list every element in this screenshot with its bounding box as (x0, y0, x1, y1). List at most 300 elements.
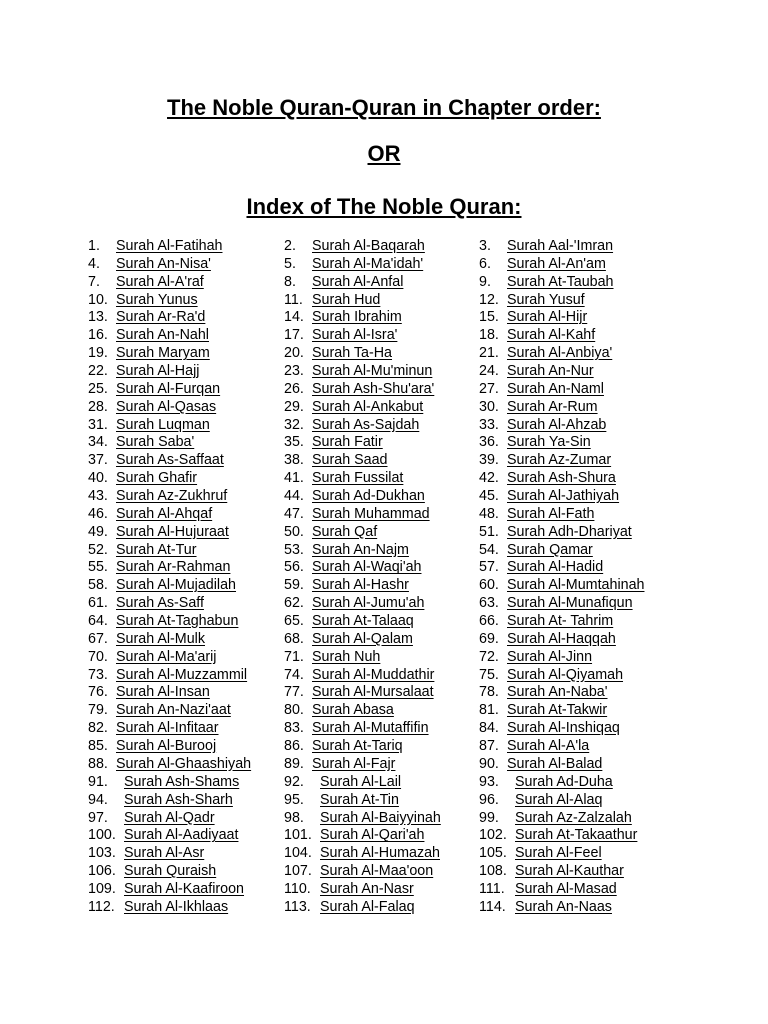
chapter-link[interactable]: Surah At-Taubah (507, 273, 614, 290)
chapter-item (479, 524, 679, 542)
chapter-item (479, 667, 679, 685)
chapter-link[interactable]: Surah As-Saff (116, 595, 204, 612)
chapter-number: 2. (284, 238, 296, 254)
chapter-number: 6. (479, 255, 491, 272)
chapter-link[interactable]: Surah Yunus (116, 291, 198, 308)
chapter-number: 31. (88, 416, 108, 433)
chapter-item (284, 845, 479, 863)
chapter-item (284, 327, 479, 345)
chapter-link[interactable]: Surah At-Takwir (507, 702, 608, 719)
chapter-link[interactable]: Surah At-Takaathur (515, 827, 638, 844)
chapter-item (284, 417, 479, 435)
chapter-link[interactable]: Surah Al-Hijr (507, 309, 588, 326)
chapter-number: 70. (88, 648, 108, 665)
chapter-link[interactable]: Surah Al-Qadr (124, 809, 215, 826)
chapter-item (479, 434, 679, 452)
chapter-number: 84. (479, 720, 499, 737)
chapter-item (284, 309, 479, 327)
chapter-link[interactable]: Surah An-Najm (312, 541, 409, 558)
chapter-link[interactable]: Surah Al-Ikhlaas (124, 898, 229, 915)
chapter-number: 111. (479, 880, 505, 897)
chapter-number: 11. (284, 291, 303, 308)
chapter-item (284, 488, 479, 506)
chapter-number: 12. (479, 291, 499, 308)
chapter-number: 81. (479, 702, 499, 719)
chapter-number: 58. (88, 577, 108, 594)
chapter-link[interactable]: Surah Al-An'am (507, 255, 606, 272)
chapter-item (88, 417, 284, 435)
chapter-item (479, 899, 679, 917)
chapter-number: 108. (479, 863, 507, 880)
chapter-item (479, 452, 679, 470)
chapter-number: 87. (479, 738, 499, 755)
chapter-link[interactable]: Surah Ash-Shu'ara' (312, 380, 435, 397)
chapter-item (284, 238, 479, 256)
chapter-number: 52. (88, 541, 108, 558)
chapter-item (88, 345, 284, 363)
chapter-link[interactable]: Surah Al-Isra' (312, 327, 398, 344)
chapter-link[interactable]: Surah Al-Anfal (312, 273, 404, 290)
chapter-item (284, 810, 479, 828)
chapter-link[interactable]: Surah Muhammad (312, 505, 430, 522)
chapter-item (88, 702, 284, 720)
chapter-item (88, 292, 284, 310)
chapter-link[interactable]: Surah Al-Waqi'ah (312, 559, 422, 576)
chapter-link[interactable]: Surah Fussilat (312, 470, 404, 487)
chapter-number: 94. (88, 791, 108, 808)
chapter-number: 10. (88, 291, 108, 308)
chapter-number: 49. (88, 523, 108, 540)
chapter-link[interactable]: Surah Qamar (507, 541, 593, 558)
chapter-link[interactable]: Surah Ta-Ha (312, 345, 393, 362)
chapter-item (284, 684, 479, 702)
chapter-item (479, 863, 679, 881)
chapter-link[interactable]: Surah Al-Kauthar (515, 863, 624, 880)
chapter-item (284, 899, 479, 917)
chapter-link[interactable]: Surah Al-Kaafiroon (124, 880, 245, 897)
chapter-number: 36. (479, 434, 499, 451)
chapter-number: 96. (479, 791, 499, 808)
chapter-item (88, 827, 284, 845)
chapter-link[interactable]: Surah Adh-Dhariyat (507, 523, 632, 540)
chapter-number: 18. (479, 327, 499, 344)
chapter-link[interactable]: Surah Yusuf (507, 291, 585, 308)
chapter-item (284, 738, 479, 756)
chapter-number: 30. (479, 398, 499, 415)
chapter-link[interactable]: Surah Al-Mutaffifin (312, 720, 429, 737)
chapter-link[interactable]: Surah Al-Mujadilah (116, 577, 237, 594)
chapter-number: 77. (284, 684, 304, 701)
chapter-item (479, 845, 679, 863)
chapter-link[interactable]: Surah Saba' (116, 434, 195, 451)
chapter-link[interactable]: Surah Al-Hujuraat (116, 523, 229, 540)
chapter-number: 76. (88, 684, 108, 701)
chapter-number: 56. (284, 559, 304, 576)
chapter-number: 34. (88, 434, 108, 451)
chapter-number: 41. (284, 470, 304, 487)
chapter-link[interactable]: Surah At-Tur (116, 541, 197, 558)
chapter-number: 17. (284, 327, 304, 344)
chapter-item (88, 792, 284, 810)
chapter-item (479, 613, 679, 631)
chapter-item (479, 595, 679, 613)
chapter-number: 55. (88, 559, 108, 576)
chapter-number: 37. (88, 452, 108, 469)
chapter-item (284, 345, 479, 363)
chapter-link[interactable]: Surah Fatir (312, 434, 383, 451)
chapter-item (88, 684, 284, 702)
chapter-link[interactable]: Surah At-Tariq (312, 738, 403, 755)
chapter-link[interactable]: Surah Al-Qiyamah (507, 666, 624, 683)
chapter-number: 104. (284, 845, 312, 862)
chapter-item (284, 667, 479, 685)
chapter-item (284, 863, 479, 881)
chapter-item (479, 827, 679, 845)
chapter-link[interactable]: Surah An-Naml (507, 380, 604, 397)
chapter-number: 50. (284, 523, 304, 540)
chapter-link[interactable]: Surah Al-Masad (515, 880, 617, 897)
chapter-link[interactable]: Surah Al-Maa'oon (320, 863, 434, 880)
chapter-link[interactable]: Surah Hud (312, 291, 381, 308)
chapter-number: 80. (284, 702, 304, 719)
chapter-link[interactable]: Surah Al-Fatihah (116, 238, 223, 254)
chapter-link[interactable]: Surah Al-Humazah (320, 845, 440, 862)
chapter-item (479, 399, 679, 417)
chapter-item (88, 631, 284, 649)
chapter-link[interactable]: Surah Ash-Shura (507, 470, 616, 487)
chapter-number: 3. (479, 238, 491, 254)
chapter-item (284, 631, 479, 649)
chapter-item (479, 345, 679, 363)
chapter-item (88, 756, 284, 774)
chapter-number: 35. (284, 434, 304, 451)
chapter-link[interactable]: Surah Al-Inshiqaq (507, 720, 620, 737)
chapter-link[interactable]: Surah An-Naas (515, 898, 612, 915)
chapter-item (284, 595, 479, 613)
chapter-number: 95. (284, 791, 304, 808)
chapter-link[interactable]: Surah As-Sajdah (312, 416, 420, 433)
chapter-item (284, 649, 479, 667)
chapter-link[interactable]: Surah Al-Ankabut (312, 398, 424, 415)
chapter-number: 33. (479, 416, 499, 433)
chapter-number: 69. (479, 630, 499, 647)
chapter-number: 28. (88, 398, 108, 415)
chapter-number: 54. (479, 541, 499, 558)
chapter-link[interactable]: Surah Ar-Ra'd (116, 309, 206, 326)
chapter-link[interactable]: Surah An-Nahl (116, 327, 209, 344)
chapter-item (88, 613, 284, 631)
chapter-link[interactable]: Surah Ad-Dukhan (312, 488, 425, 505)
chapter-number: 22. (88, 363, 108, 380)
or-heading: OR (367, 141, 401, 166)
chapter-number: 67. (88, 630, 108, 647)
chapter-number: 4. (88, 255, 100, 272)
chapter-number: 86. (284, 738, 304, 755)
chapter-number: 71. (284, 648, 304, 665)
chapter-item (479, 292, 679, 310)
chapter-number: 99. (479, 809, 499, 826)
chapter-link[interactable]: Surah Nuh (312, 648, 381, 665)
chapter-number: 44. (284, 488, 304, 505)
chapter-number: 9. (479, 273, 491, 290)
chapter-link[interactable]: Surah Ghafir (116, 470, 198, 487)
chapter-item (88, 881, 284, 899)
chapter-link[interactable]: Surah Al-Falaq (320, 898, 415, 915)
chapter-link[interactable]: Surah Ad-Duha (515, 773, 613, 790)
chapter-link[interactable]: Surah Aal-'Imran (507, 238, 614, 254)
chapter-link[interactable]: Surah Al-Qalam (312, 630, 413, 647)
chapter-link[interactable]: Surah Al-Ma'arij (116, 648, 217, 665)
chapter-item (479, 274, 679, 292)
chapter-number: 40. (88, 470, 108, 487)
chapter-number: 63. (479, 595, 499, 612)
chapter-link[interactable]: Surah An-Nazi'aat (116, 702, 231, 719)
chapter-item (479, 506, 679, 524)
chapter-link[interactable]: Surah Al-Aadiyaat (124, 827, 239, 844)
chapter-link[interactable]: Surah Al-Infitaar (116, 720, 219, 737)
chapter-item (88, 506, 284, 524)
chapter-number: 92. (284, 773, 304, 790)
chapter-number: 53. (284, 541, 304, 558)
chapter-link[interactable]: Surah Al-Anbiya' (507, 345, 613, 362)
chapter-item (284, 381, 479, 399)
chapter-item (88, 595, 284, 613)
chapter-link[interactable]: Surah Al-Insan (116, 684, 210, 701)
chapter-number: 61. (88, 595, 108, 612)
chapter-item (479, 738, 679, 756)
chapter-item (284, 452, 479, 470)
chapter-number: 19. (88, 345, 108, 362)
chapter-link[interactable]: Surah Al-Burooj (116, 738, 217, 755)
chapter-number: 25. (88, 380, 108, 397)
chapter-item (88, 363, 284, 381)
chapter-number: 93. (479, 773, 499, 790)
chapter-link[interactable]: Surah At-Talaaq (312, 613, 414, 630)
chapter-number: 105. (479, 845, 507, 862)
chapter-number: 64. (88, 613, 108, 630)
chapter-link[interactable]: Surah Quraish (124, 863, 217, 880)
chapter-link[interactable]: Surah Al-Jumu'ah (312, 595, 425, 612)
chapter-item (88, 577, 284, 595)
chapter-link[interactable]: Surah As-Saffaat (116, 452, 224, 469)
chapter-item (88, 470, 284, 488)
chapter-number: 89. (284, 755, 304, 772)
chapter-item (284, 524, 479, 542)
chapter-item (88, 667, 284, 685)
chapter-number: 75. (479, 666, 499, 683)
chapter-item (479, 363, 679, 381)
chapter-item (88, 399, 284, 417)
chapter-link[interactable]: Surah Al-Fajr (312, 755, 396, 772)
chapter-link[interactable]: Surah Abasa (312, 702, 394, 719)
chapter-number: 1. (88, 238, 100, 254)
chapter-link[interactable]: Surah Al-Jinn (507, 648, 593, 665)
chapter-link[interactable]: Surah Ibrahim (312, 309, 402, 326)
page-title: The Noble Quran-Quran in Chapter order: (167, 95, 601, 120)
chapter-link[interactable]: Surah Az-Zukhruf (116, 488, 228, 505)
chapter-number: 42. (479, 470, 499, 487)
chapter-link[interactable]: Surah Al-Ghaashiyah (116, 755, 252, 772)
chapter-number: 59. (284, 577, 304, 594)
chapter-link[interactable]: Surah Al-Munafiqun (507, 595, 633, 612)
chapter-link[interactable]: Surah Az-Zumar (507, 452, 612, 469)
chapter-link[interactable]: Surah Al-Ahqaf (116, 505, 213, 522)
chapter-item (284, 470, 479, 488)
chapter-item (479, 488, 679, 506)
chapter-link[interactable]: Surah An-Nur (507, 363, 594, 380)
chapter-link[interactable]: Surah Al-A'raf (116, 273, 204, 290)
chapter-link[interactable]: Surah Al-Balad (507, 755, 603, 772)
chapter-number: 83. (284, 720, 304, 737)
chapter-link[interactable]: Surah Saad (312, 452, 388, 469)
chapter-item (479, 720, 679, 738)
chapter-link[interactable]: Surah Al-Alaq (515, 791, 603, 808)
chapter-link[interactable]: Surah Al-Qari'ah (320, 827, 425, 844)
chapter-item (88, 238, 284, 256)
chapter-link[interactable]: Surah Al-Hajj (116, 363, 200, 380)
chapter-item (88, 738, 284, 756)
chapter-link[interactable]: Surah Ar-Rum (507, 398, 598, 415)
chapter-number: 74. (284, 666, 304, 683)
chapter-item (88, 488, 284, 506)
chapter-number: 73. (88, 666, 108, 683)
chapter-item (284, 559, 479, 577)
chapter-item (88, 649, 284, 667)
chapter-item (479, 309, 679, 327)
chapter-link[interactable]: Surah Qaf (312, 523, 378, 540)
chapter-number: 68. (284, 630, 304, 647)
chapter-link[interactable]: Surah Al-Qasas (116, 398, 217, 415)
chapter-number: 79. (88, 702, 108, 719)
chapter-item (284, 256, 479, 274)
chapter-item (284, 274, 479, 292)
chapter-number: 88. (88, 755, 108, 772)
chapter-item (284, 399, 479, 417)
chapter-link[interactable]: Surah Al-Mursalaat (312, 684, 434, 701)
chapter-item (479, 327, 679, 345)
chapter-item (284, 434, 479, 452)
chapter-number: 107. (284, 863, 312, 880)
chapter-item (284, 827, 479, 845)
chapter-number: 26. (284, 380, 304, 397)
chapter-link[interactable]: Surah Al-Jathiyah (507, 488, 620, 505)
chapter-link[interactable]: Surah At- Tahrim (507, 613, 614, 630)
chapter-link[interactable]: Surah At-Taghabun (116, 613, 239, 630)
chapter-item (479, 470, 679, 488)
chapter-link[interactable]: Surah Al-Muddathir (312, 666, 435, 683)
chapter-item (88, 899, 284, 917)
chapter-number: 21. (479, 345, 499, 362)
chapter-item (88, 720, 284, 738)
chapter-number: 38. (284, 452, 304, 469)
chapter-link[interactable]: Surah Maryam (116, 345, 210, 362)
chapter-number: 78. (479, 684, 499, 701)
chapter-link[interactable]: Surah Al-Fath (507, 505, 595, 522)
chapter-item (284, 720, 479, 738)
chapter-number: 47. (284, 505, 304, 522)
chapter-number: 66. (479, 613, 499, 630)
chapter-link[interactable]: Surah Al-Mumtahinah (507, 577, 645, 594)
chapter-link[interactable]: Surah Al-Baiyyinah (320, 809, 441, 826)
chapter-number: 8. (284, 273, 296, 290)
chapter-link[interactable]: Surah Al-Ahzab (507, 416, 607, 433)
chapter-number: 102. (479, 827, 507, 844)
chapter-link[interactable]: Surah Al-Hadid (507, 559, 604, 576)
chapter-link[interactable]: Surah An-Nisa' (116, 255, 211, 272)
chapter-item (479, 238, 679, 256)
chapter-link[interactable]: Surah Al-A'la (507, 738, 590, 755)
chapter-link[interactable]: Surah Az-Zalzalah (515, 809, 632, 826)
chapter-item (88, 845, 284, 863)
chapter-link[interactable]: Surah Ar-Rahman (116, 559, 231, 576)
chapter-number: 98. (284, 809, 304, 826)
chapter-link[interactable]: Surah Ash-Shams (124, 773, 240, 790)
chapter-number: 15. (479, 309, 499, 326)
chapter-number: 114. (479, 898, 506, 915)
chapter-item (479, 649, 679, 667)
chapter-number: 45. (479, 488, 499, 505)
chapter-link[interactable]: Surah Al-Muzzammil (116, 666, 248, 683)
chapter-link[interactable]: Surah Al-Ma'idah' (312, 255, 424, 272)
chapter-item (479, 774, 679, 792)
chapter-link[interactable]: Surah Al-Furqan (116, 380, 221, 397)
chapter-link[interactable]: Surah Al-Mulk (116, 630, 205, 647)
chapter-link[interactable]: Surah Ya-Sin (507, 434, 591, 451)
chapter-item (88, 274, 284, 292)
chapter-link[interactable]: Surah Al-Baqarah (312, 238, 425, 254)
chapter-link[interactable]: Surah Al-Asr (124, 845, 205, 862)
chapter-item (88, 542, 284, 560)
chapter-link[interactable]: Surah An-Naba' (507, 684, 608, 701)
chapter-link[interactable]: Surah At-Tin (320, 791, 399, 808)
chapter-item (479, 702, 679, 720)
chapter-item (479, 417, 679, 435)
chapter-number: 85. (88, 738, 108, 755)
chapter-item (88, 863, 284, 881)
chapter-item (479, 542, 679, 560)
chapter-number: 97. (88, 809, 108, 826)
chapter-item (284, 542, 479, 560)
chapter-number: 29. (284, 398, 304, 415)
chapter-link[interactable]: Surah Al-Haqqah (507, 630, 616, 647)
chapter-number: 27. (479, 380, 499, 397)
chapter-item (284, 774, 479, 792)
chapter-item (284, 792, 479, 810)
chapter-link[interactable]: Surah Al-Lail (320, 773, 402, 790)
chapter-link[interactable]: Surah Luqman (116, 416, 210, 433)
chapter-number: 14. (284, 309, 304, 326)
chapter-number: 48. (479, 505, 499, 522)
chapter-item (88, 559, 284, 577)
chapter-number: 100. (88, 827, 116, 844)
chapter-link[interactable]: Surah Ash-Sharh (124, 791, 233, 808)
chapter-item (284, 506, 479, 524)
chapter-item (479, 381, 679, 399)
chapter-number: 101. (284, 827, 312, 844)
chapter-item (479, 559, 679, 577)
chapter-number: 106. (88, 863, 116, 880)
chapter-number: 110. (284, 880, 311, 897)
chapter-link[interactable]: Surah An-Nasr (320, 880, 414, 897)
chapter-link[interactable]: Surah Al-Kahf (507, 327, 596, 344)
chapter-number: 112. (88, 898, 115, 915)
chapter-link[interactable]: Surah Al-Feel (515, 845, 602, 862)
chapter-link[interactable]: Surah Al-Mu'minun (312, 363, 433, 380)
chapter-number: 60. (479, 577, 499, 594)
chapter-number: 57. (479, 559, 499, 576)
chapter-link[interactable]: Surah Al-Hashr (312, 577, 409, 594)
chapter-item (479, 792, 679, 810)
